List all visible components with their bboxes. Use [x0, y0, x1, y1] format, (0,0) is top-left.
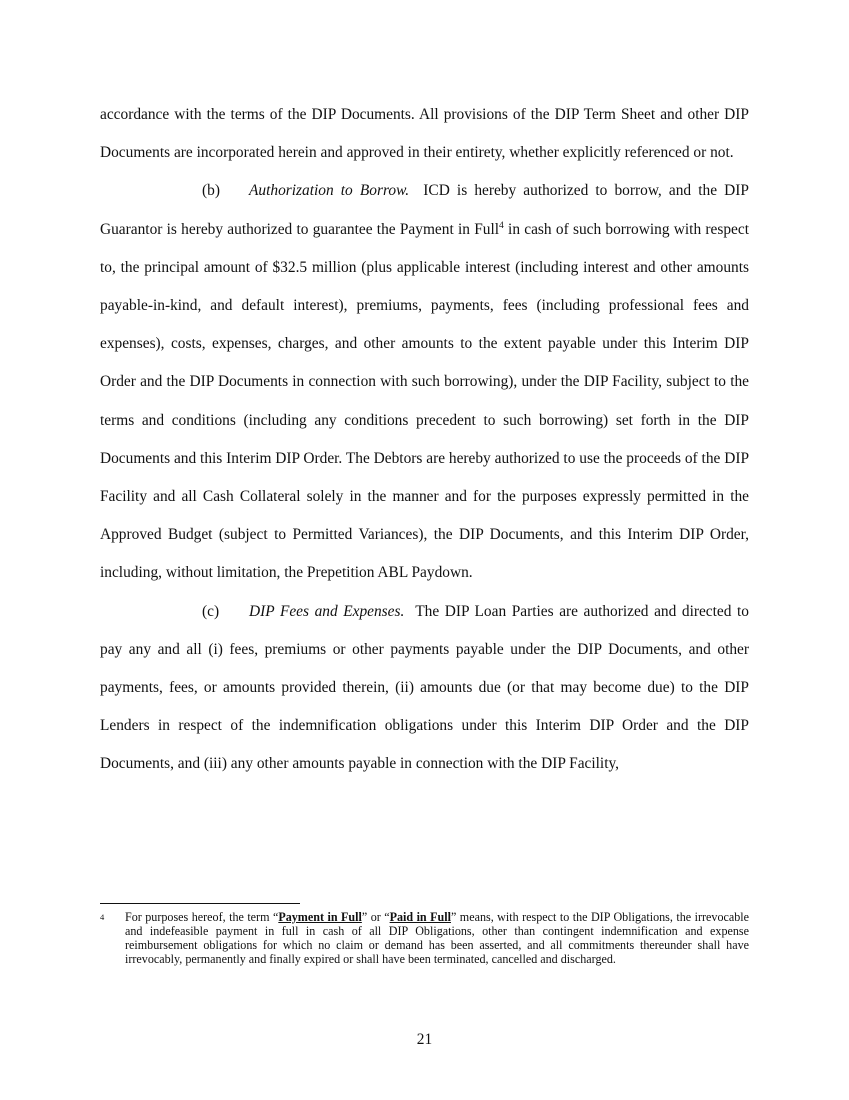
section-c-text: The DIP Loan Parties are authorized and directed to pay any and all (i) fees, premiums or other payments payable under the DIP Documents, and other payments, fees, or amounts provided therein, (ii) amounts due (or that may become due) to the DIP Lenders in respect of the indemnification obligations under this Interim DIP Order and the DIP Documents, and (iii) any other amounts payable in connection with the DIP Facility, [100, 602, 749, 773]
section-b-heading: Authorization to Borrow. [249, 182, 410, 200]
section-c-label: (c) [202, 602, 220, 620]
footnote-text [125, 911, 749, 967]
footnote-text-part-1: For purposes hereof, the term “ [125, 910, 279, 924]
section-b-paragraph [100, 172, 749, 592]
defined-term-payment-in-full: Payment in Full [278, 910, 362, 924]
section-c-paragraph [100, 593, 749, 784]
section-b-text-after-ref: in cash of such borrowing with respect to, the principal amount of $32.5 million (plus applicable interest (including interest and other amounts payable-in-kind, and default interest), premiums, payments, fees (including professional fees and expenses), costs, expenses, charges, and other amounts to the extent payable under this Interim DIP Order and the DIP Documents in connection with such borrowing), under the DIP Facility, subject to the terms and conditions (including any conditions precedent to such borrowing) set forth in the DIP Documents and this Interim DIP Order. The Debtors are hereby authorized to use the proceeds of the DIP Facility and all Cash Collateral solely in the manner and for the purposes expressly permitted in the Approved Budget (subject to Permitted Variances), the DIP Documents, and this Interim DIP Order, including, without limitation, the Prepetition ABL Paydown. [100, 220, 749, 582]
section-b-text-before-ref: ICD is hereby authorized to borrow, and the DIP Guarantor is hereby authorized to guarantee the Payment in Full [100, 182, 749, 238]
footnote-separator [100, 903, 300, 904]
footnote-text-part-3: ” means, with respect to the DIP Obligations, the irrevocable and indefeasible payment in full in cash of all DIP Obligations, other than contingent indemnification and expense reimbursement obligations for which no claim or demand has been asserted, and all commitments thereunder shall have irrevocably, permanently and finally expired or shall have been terminated, cancelled and discharged. [125, 910, 749, 966]
defined-term-paid-in-full: Paid in Full [389, 910, 451, 924]
paragraph-continuation [100, 96, 749, 172]
page-number: 21 [416, 1031, 433, 1048]
footnote-text-part-2: ” or “ [361, 910, 390, 924]
paragraph-continuation-text: accordance with the terms of the DIP Documents. All provisions of the DIP Term Sheet and other DIP Documents are incorporated herein and approved in their entirety, whether explicitly referenced or not. [100, 106, 749, 162]
section-b-label: (b) [202, 182, 220, 200]
footnote-marker: 4 [100, 912, 105, 922]
section-c-heading: DIP Fees and Expenses. [249, 602, 405, 620]
body-text [100, 96, 749, 784]
footnote-reference[interactable]: 4 [499, 220, 504, 231]
footnote [100, 911, 749, 967]
